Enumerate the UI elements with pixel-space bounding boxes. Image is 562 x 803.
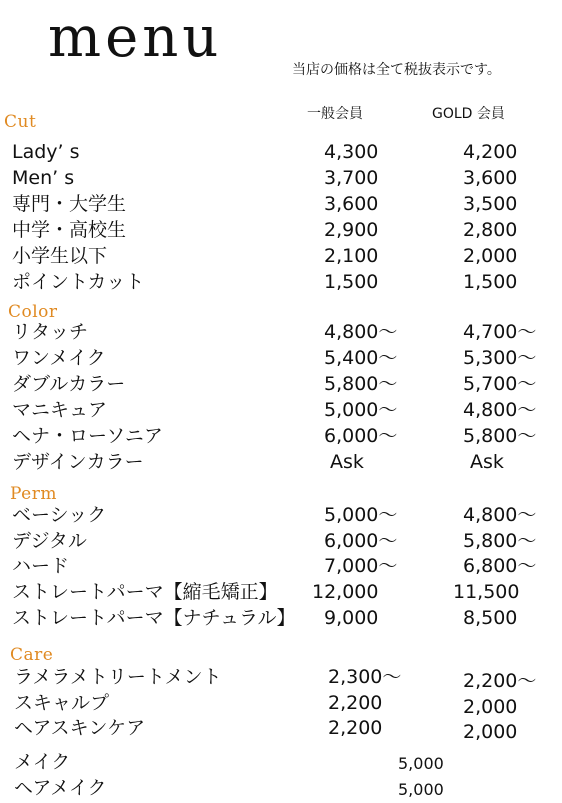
menu-item-name: 小学生以下 <box>12 244 108 267</box>
price-general: 4,300 <box>324 141 379 163</box>
price-general: 2,900 <box>324 218 379 241</box>
section-heading-cut: Cut <box>4 112 37 132</box>
menu-item-name: マニキュア <box>12 398 108 421</box>
extra-item-name: ヘアメイク <box>14 777 107 799</box>
price-general: 4,800〜 <box>324 321 398 343</box>
menu-item-name: デザインカラー <box>12 450 144 473</box>
menu-item-name: ダブルカラー <box>12 372 126 395</box>
price-general: 3,700 <box>324 166 379 189</box>
menu-item-name: ラメラメトリートメント <box>14 666 222 688</box>
price-general: 12,000 <box>312 581 379 604</box>
section-heading-care: Care <box>10 645 54 665</box>
section-heading-perm: Perm <box>10 484 57 504</box>
price-general: 5,400〜 <box>324 346 398 369</box>
price-gold: 11,500 <box>453 581 520 604</box>
price-gold: Ask <box>470 450 504 473</box>
price-gold: 1,500 <box>463 270 518 293</box>
price-general: 5,800〜 <box>324 372 398 395</box>
menu-item-name: Lady’ s <box>12 141 80 163</box>
price-gold: 5,300〜 <box>463 346 537 369</box>
column-header-gold: GOLD 会員 <box>432 106 505 122</box>
price-general: 2,200 <box>328 691 383 714</box>
price-general: 7,000〜 <box>324 555 398 578</box>
menu-item-name: ストレートパーマ【ナチュラル】 <box>12 606 296 629</box>
price-general: 2,300〜 <box>328 666 402 688</box>
menu-item-name: リタッチ <box>12 321 89 343</box>
menu-item-name: ストレートパーマ【縮毛矯正】 <box>12 581 278 604</box>
menu-item-name: スキャルプ <box>14 691 110 714</box>
column-header-general: 一般会員 <box>307 106 363 122</box>
price-gold: 5,700〜 <box>463 372 537 395</box>
price-gold: 2,200〜 <box>463 670 537 692</box>
menu-item-name: Men’ s <box>12 166 75 189</box>
price-general: 3,600 <box>324 192 379 215</box>
price-gold: 2,000 <box>463 695 518 718</box>
price-general: 5,000〜 <box>324 504 398 526</box>
price-general: 6,000〜 <box>324 529 398 552</box>
price-gold: 2,800 <box>463 218 518 241</box>
menu-item-name: ヘアスキンケア <box>14 717 146 739</box>
menu-item-name: ベーシック <box>12 504 107 526</box>
price-gold: 4,200 <box>463 141 518 163</box>
price-general: Ask <box>330 450 364 473</box>
extra-item-name: メイク <box>14 751 71 773</box>
menu-item-name: ポイントカット <box>12 270 145 293</box>
price-gold: 8,500 <box>463 606 518 629</box>
price-general: 2,200 <box>328 717 383 739</box>
price-gold: 3,600 <box>463 166 518 189</box>
price-gold: 5,800〜 <box>463 424 537 447</box>
menu-item-name: 中学・高校生 <box>12 218 127 241</box>
menu-item-name: ヘナ・ローソニア <box>12 424 163 447</box>
menu-item-name: 専門・大学生 <box>12 192 127 215</box>
price-gold: 6,800〜 <box>463 555 537 578</box>
price-gold: 4,800〜 <box>463 504 537 526</box>
menu-item-name: デジタル <box>12 529 87 552</box>
price-gold: 4,800〜 <box>463 398 537 421</box>
menu-item-name: ワンメイク <box>12 346 106 369</box>
price-gold: 2,000 <box>463 244 518 267</box>
price-general: 1,500 <box>324 270 379 293</box>
price-general: 9,000 <box>324 606 379 629</box>
menu-item-name: ハード <box>12 555 70 578</box>
extra-item-price: 5,000 <box>398 754 444 773</box>
price-gold: 4,700〜 <box>463 321 537 343</box>
price-gold: 5,800〜 <box>463 529 537 552</box>
price-gold: 3,500 <box>463 192 518 215</box>
section-heading-color: Color <box>8 302 58 322</box>
tax-note: 当店の価格は全て税抜表示です。 <box>292 62 501 78</box>
extra-item-price: 5,000 <box>398 780 444 799</box>
menu-title: menu <box>48 5 223 70</box>
price-general: 2,100 <box>324 244 379 267</box>
price-gold: 2,000 <box>463 721 518 743</box>
price-general: 6,000〜 <box>324 424 398 447</box>
price-general: 5,000〜 <box>324 398 398 421</box>
